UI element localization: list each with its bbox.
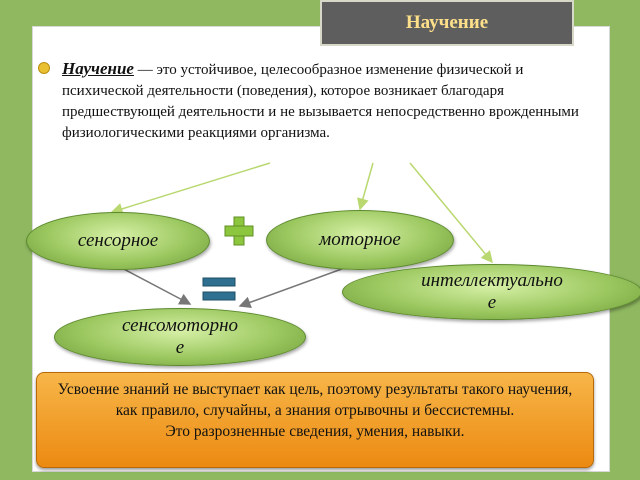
type-sensorimotor-label-2: е	[175, 337, 185, 358]
plus-icon	[224, 216, 254, 246]
type-intellectual-label-2: е	[487, 292, 497, 313]
callout-text-2: Это разрозненные сведения, умения, навыки.	[165, 423, 465, 440]
arrow-motor-to-sensorimotor	[240, 266, 350, 306]
slide-title: Научение	[320, 0, 574, 46]
type-intellectual	[342, 264, 640, 320]
arrow-to-motor	[360, 163, 373, 209]
type-sensory-label: сенсорное	[77, 230, 159, 251]
type-sensory	[26, 212, 210, 270]
arrow-to-sensory	[112, 163, 270, 212]
type-sensorimotor	[54, 308, 306, 366]
definition-term: Научение	[62, 59, 134, 78]
type-motor	[266, 210, 454, 270]
type-sensorimotor-label-1: сенсомоторно	[121, 315, 239, 336]
type-intellectual-label-1: интеллектуально	[421, 270, 563, 291]
callout-text-1: Усвоение знаний не выступает как цель, поэтому результаты такого научения, как правило, случайны, а знания отрывочны и бессистемны.	[57, 381, 573, 419]
arrow-sensory-to-sensorimotor	[118, 266, 190, 304]
callout-box	[36, 372, 594, 468]
equals-icon	[202, 276, 236, 302]
type-motor-label: моторное	[319, 229, 401, 250]
definition-text: это устойчивое, целесообразное изменение физической и психической деятельности (поведения), которое возникает благодаря предшествующей деятельности и не вызывается непосредственно врожденными физиологическими реакциями организма.	[62, 62, 579, 141]
definition-dash: —	[133, 62, 157, 78]
